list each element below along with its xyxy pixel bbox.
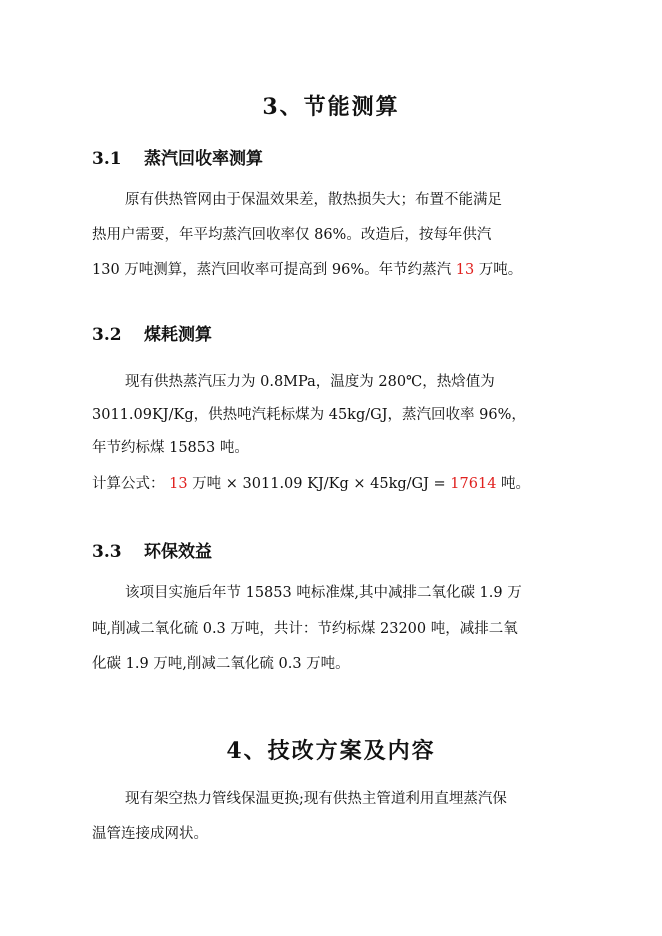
subsection-3-1-number: 3.1	[92, 149, 122, 169]
subsection-3-3-number: 3.3	[92, 542, 122, 562]
formula-label: 计算公式：	[92, 476, 170, 492]
formula-body: 万吨 × 3011.09 KJ/Kg × 45kg/GJ =	[187, 476, 451, 492]
paragraph-3-1-line-2: 热用户需要，年平均蒸汽回收率仅 86%。改造后，按每年供汽	[92, 227, 492, 243]
paragraph-3-1-line-1: 原有供热管网由于保温效果差，散热损失大；布置不能满足	[125, 192, 502, 208]
formula-end: 吨。	[496, 476, 531, 492]
subsection-3-2-title: 煤耗测算	[144, 325, 212, 345]
subsection-3-2-heading	[92, 320, 212, 345]
highlight-formula-value-1: 13	[169, 476, 188, 492]
paragraph-3-2-line-2: 3011.09KJ/Kg，供热吨汽耗标煤为 45kg/GJ，蒸汽回收率 96%，	[92, 407, 526, 423]
line-text: 万吨。	[474, 262, 523, 278]
line-text: 130 万吨测算，蒸汽回收率可提高到 96%。年节约蒸汽	[92, 262, 456, 278]
highlight-steam-savings: 13	[455, 262, 475, 278]
paragraph-4-line-1: 现有架空热力管线保温更换;现有供热主管道利用直埋蒸汽保	[125, 791, 507, 807]
paragraph-3-3-line-1: 该项目实施后年节 15853 吨标准煤,其中减排二氧化碳 1.9 万	[125, 585, 522, 601]
subsection-3-3-heading	[92, 537, 212, 562]
section-4-title: 4、技改方案及内容	[226, 738, 436, 764]
highlight-formula-result: 17614	[450, 476, 497, 492]
subsection-3-3-title: 环保效益	[144, 542, 212, 562]
paragraph-4-line-2: 温管连接成网状。	[92, 826, 208, 842]
paragraph-3-2-line-3: 年节约标煤 15853 吨。	[92, 440, 249, 456]
section-3-title: 3、节能测算	[262, 94, 400, 120]
paragraph-3-2-line-1: 现有供热蒸汽压力为 0.8MPa，温度为 280℃，热焓值为	[125, 374, 495, 390]
paragraph-3-1-line-3	[92, 258, 522, 279]
subsection-3-1-heading	[92, 144, 263, 169]
subsection-3-1-title: 蒸汽回收率测算	[144, 149, 263, 169]
paragraph-3-3-line-3: 化碳 1.9 万吨,削减二氧化硫 0.3 万吨。	[92, 656, 350, 672]
formula-line	[92, 472, 530, 493]
paragraph-3-3-line-2: 吨,削减二氧化硫 0.3 万吨，共计：节约标煤 23200 吨，减排二氧	[92, 621, 518, 637]
subsection-3-2-number: 3.2	[92, 325, 122, 345]
